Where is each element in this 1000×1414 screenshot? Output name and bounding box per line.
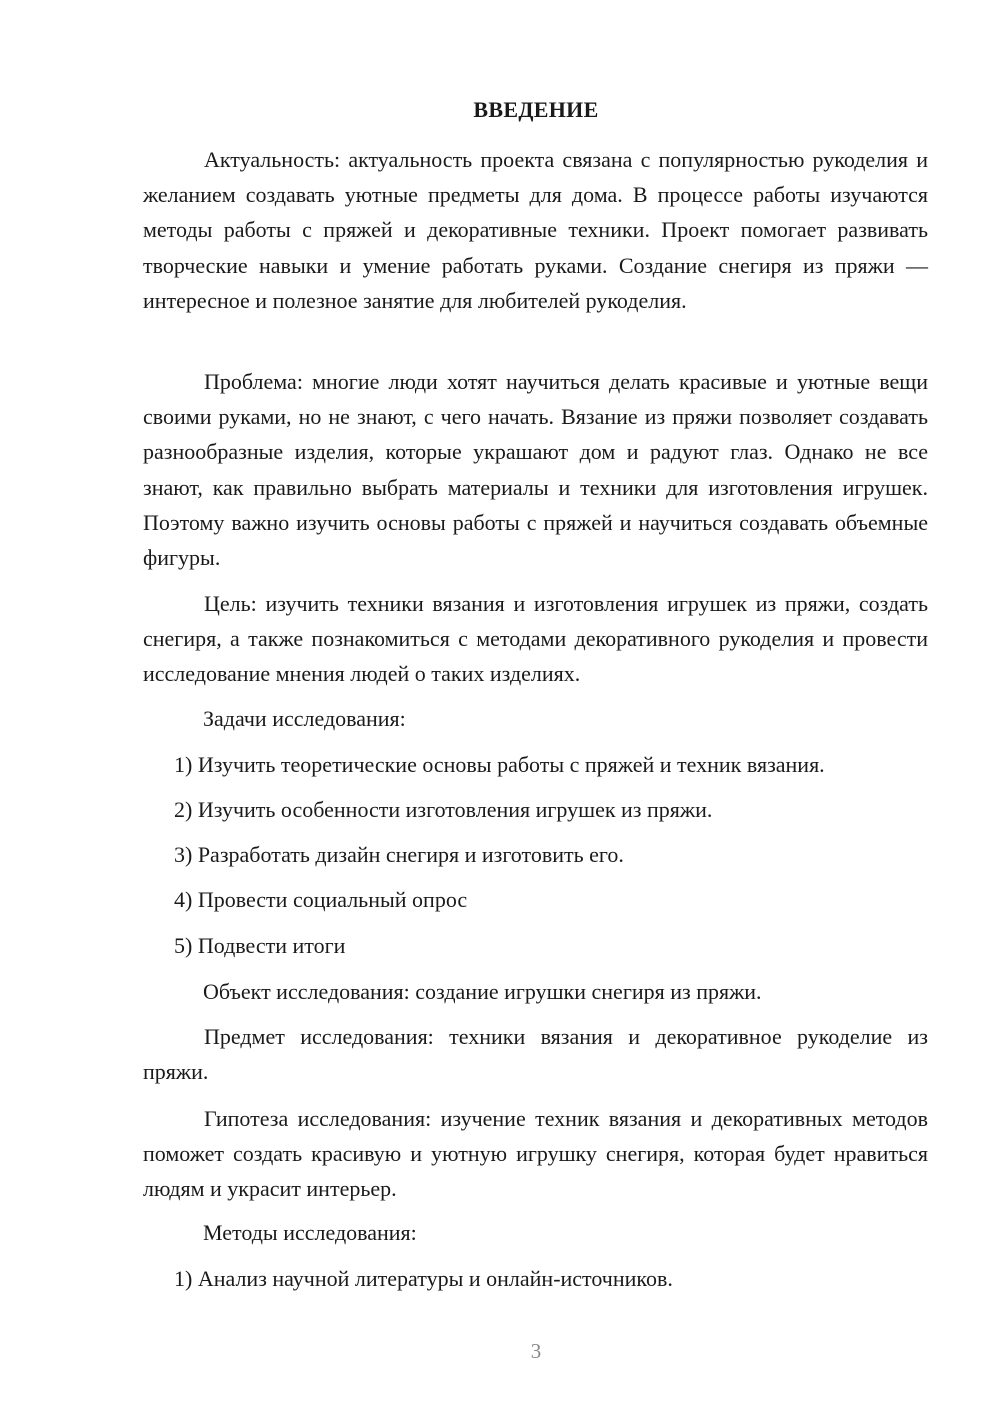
task-item-5: 5) Подвести итоги [174, 933, 346, 958]
problem-paragraph: Проблема: многие люди хотят научиться делать красивые и уютные вещи своими руками, но не знают, с чего начать. Вязание из пряжи позволяет создавать разнообразные изделия, которые украшают дом и радуют глаз. Однако не все знают, как правильно выбрать материалы и техники для изготовления игрушек. Поэтому важно изучить основы работы с пряжей и научиться создавать объемные фигуры. [143, 369, 928, 571]
subject-paragraph: Предмет исследования: техники вязания и декоративное рукоделие из пряжи. [143, 1024, 928, 1085]
object-line: Объект исследования: создание игрушки снегиря из пряжи. [203, 979, 762, 1004]
task-item-3: 3) Разработать дизайн снегиря и изготовить его. [174, 842, 624, 867]
relevance-paragraph: Актуальность: актуальность проекта связана с популярностью рукоделия и желанием создавать уютные предметы для дома. В процессе работы изучаются методы работы с пряжей и декоративные техники. Проект помогает развивать творческие навыки и умение работать руками. Создание снегиря из пряжи — интересное и полезное занятие для любителей рукоделия. [143, 147, 928, 313]
task-item-1: 1) Изучить теоретические основы работы с пряжей и техник вязания. [174, 752, 825, 777]
section-title: ВВЕДЕНИЕ [473, 97, 599, 122]
methods-heading: Методы исследования: [203, 1220, 417, 1245]
method-item-1: 1) Анализ научной литературы и онлайн-источников. [174, 1266, 673, 1291]
task-item-4: 4) Провести социальный опрос [174, 887, 468, 912]
tasks-heading: Задачи исследования: [203, 706, 406, 731]
task-item-2: 2) Изучить особенности изготовления игрушек из пряжи. [174, 797, 713, 822]
page-number: 3 [530, 1339, 542, 1363]
goal-paragraph: Цель: изучить техники вязания и изготовления игрушек из пряжи, создать снегиря, а также познакомиться с методами декоративного рукоделия и провести исследование мнения людей о таких изделиях. [143, 591, 928, 687]
hypothesis-paragraph: Гипотеза исследования: изучение техник вязания и декоративных методов поможет создать красивую и уютную игрушку снегиря, которая будет нравиться людям и украсит интерьер. [143, 1106, 928, 1202]
